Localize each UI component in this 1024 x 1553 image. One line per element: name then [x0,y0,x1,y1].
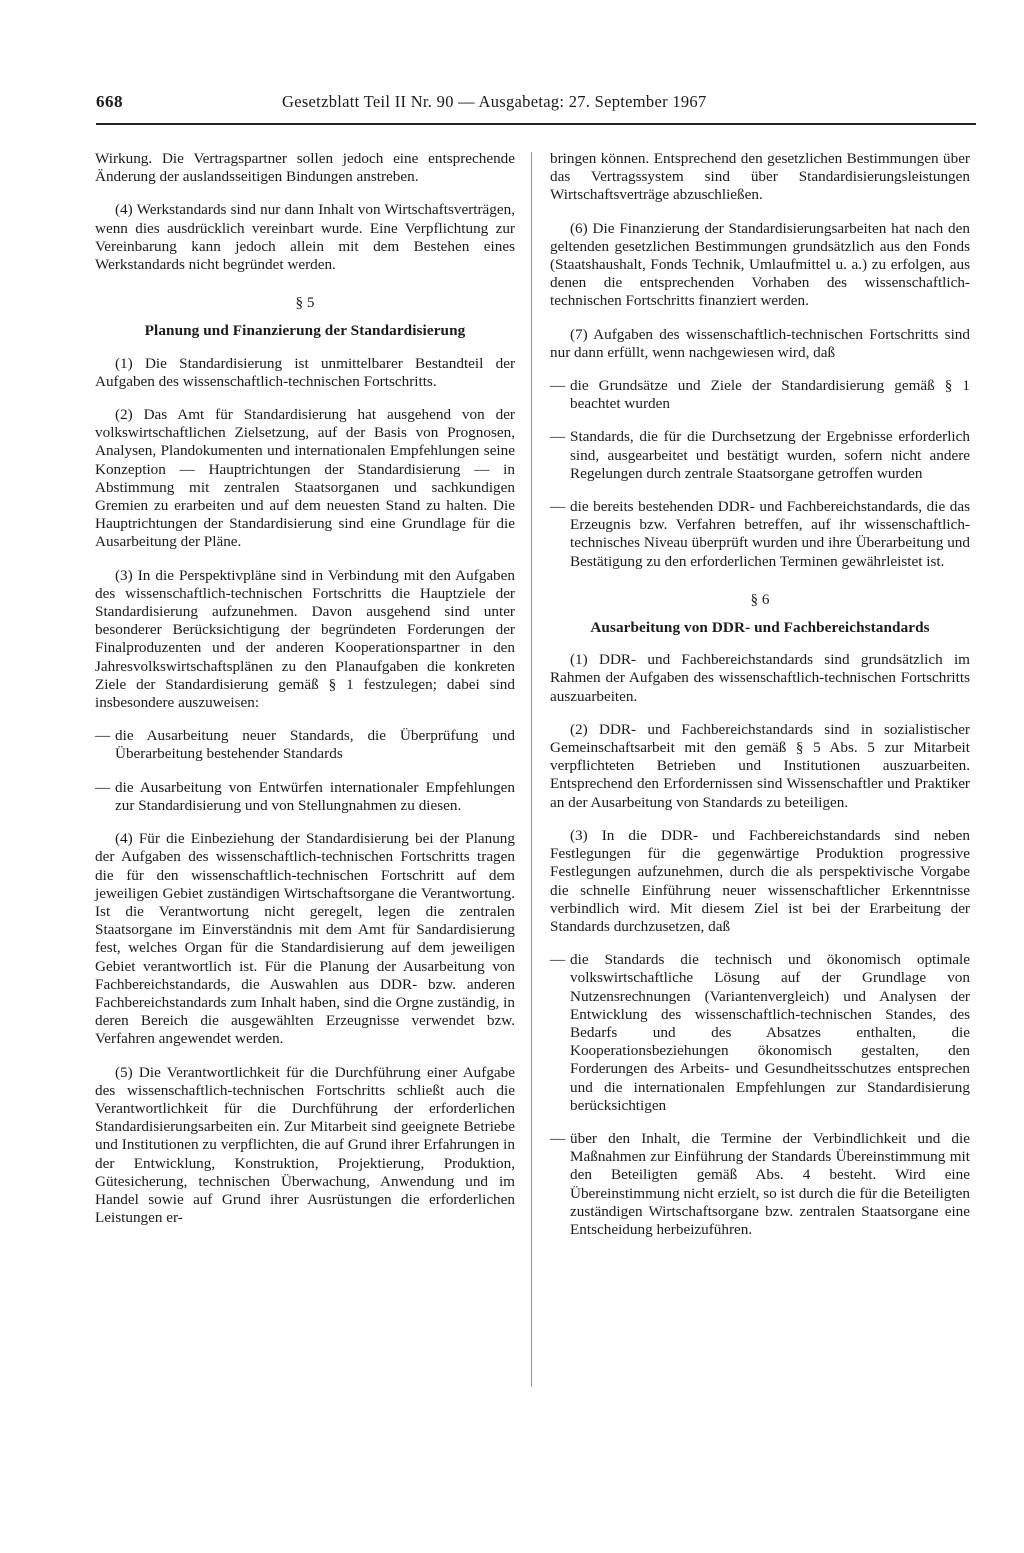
list-item-text: die Ausarbeitung neuer Standards, die Überprüfung und Überarbeitung bestehender Standards [115,727,515,763]
list-item [550,377,970,413]
list-item-text: Standards, die für die Durchsetzung der Ergebnisse erforderlich sind, ausgearbeitet und bestätigt wurden, sofern nicht andere Regelungen durch zentrale Staatsorgane getroffen wurden [570,428,970,482]
list-item [95,727,515,763]
paragraph-5-5: (5) Die Verantwortlichkeit für die Durchführung einer Aufgabe des wissenschaftlich-technischen Fortschritts schließt auch die Verantwortlichkeit für die Durchführung der erforderlichen Standardisierungsarbeiten ein. Zur Mitarbeit sind geeignete Betriebe und Institutionen zu verpflichten, die auf Grund ihrer Erfahrungen in der Entwicklung, Konstruktion, Projektierung, Produktion, Gütesicherung, technischen Überwachung, Anwendung und im Handel sowie auf Grund ihrer Ausrüstungen die erforderlichen Leistungen er- [95,1063,515,1227]
column-divider [531,152,532,1387]
list-item-text: die Ausarbeitung von Entwürfen internationaler Empfehlungen zur Standardisierung und von Stellungnahmen zu diesen. [115,778,515,814]
list-item-text: über den Inhalt, die Termine der Verbindlichkeit und die Maßnahmen zur Einführung der Standards Übereinstimmung mit den Beteiligten gemäß Abs. 4 besteht. Wird eine Übereinstimmung nicht erzielt, so ist durch die für die Beteiligten zuständigen Wirtschaftsorgane bzw. zentralen Staatsorgane eine Entscheidung herbeizuführen. [570,1129,970,1238]
paragraph-6-1: (1) DDR- und Fachbereichstandards sind grundsätzlich im Rahmen der Aufgaben des wissenschaftlich-technischen Fortschritts auszuarbeiten. [550,651,970,705]
section-6-heading: Ausarbeitung von DDR- und Fachbereichstandards [590,619,930,637]
dash-mark: — [550,1129,566,1147]
dash-mark: — [95,727,111,745]
list-item-text: die Standards die technisch und ökonomisch optimale volkswirtschaftliche Lösung auf der Grundlage von Nutzensrechnungen (Variantenvergleich) und Analysen der Entwicklung des wissenschaftlich-technischen Standes, des Bedarfs und des Absatzes enthalten, die Kooperationsbeziehungen ökonomisch gestalten, den Forderungen des Arbeits- und Gesundheitsschutzes entsprechen und die internationalen Empfehlungen zur Standardisierung berücksichtigen [570,951,970,1114]
paragraph-continuation: bringen können. Entsprechend den gesetzlichen Bestimmungen über das Vertragssystem sind über Standardisierungsleistungen Wirtschaftsverträge abzuschließen. [550,150,970,204]
left-column [95,150,515,1242]
list-item [550,498,970,571]
paragraph-5-6: (6) Die Finanzierung der Standardisierungsarbeiten hat nach den geltenden gesetzlichen Bestimmungen grundsätzlich aus den Fonds (Staatshaushalt, Fonds Technik, Umlaufmittel u. a.) zu erfolgen, aus denen die entsprechenden Vorhaben des wissenschaftlich-technischen Fortschritts finanziert werden. [550,219,970,310]
paragraph-5-1: (1) Die Standardisierung ist unmittelbarer Bestandteil der Aufgaben des wissenschaftlich-technischen Fortschritts. [95,354,515,390]
paragraph-4-werkstandards: (4) Werkstandards sind nur dann Inhalt von Wirtschaftsverträgen, wenn dies ausdrücklich vereinbart wurde. Eine Verpflichtung zur Vereinbarung kann jedoch allein mit dem Bestehen eines Werkstandards nicht begründet werden. [95,201,515,274]
section-5-heading: Planung und Finanzierung der Standardisierung [144,322,466,340]
paragraph-6-3: (3) In die DDR- und Fachbereichstandards sind neben Festlegungen für die gegenwärtige Produktion progressive Festlegungen aufzunehmen, durch die als perspektivische Vorgabe die schnelle Einführung neuer wissenschaftlicher Erkenntnisse verbindlich wird. Mit diesem Ziel ist bei der Erarbeitung der Standards durchzusetzen, daß [550,826,970,935]
paragraph-continuation: Wirkung. Die Vertragspartner sollen jedoch eine entsprechende Änderung der auslandsseitigen Bindungen anstreben. [95,150,515,186]
dash-mark: — [550,377,566,395]
right-column [550,150,970,1254]
dash-mark: — [550,951,566,969]
paragraph-5-2: (2) Das Amt für Standardisierung hat ausgehend von der volkswirtschaftlichen Zielsetzung, auf der Basis von Prognosen, Analysen, Plandokumenten und internationalen Empfehlungen seine Konzeption — Hauptrichtungen der Standardisierung — in Abstimmung mit zentralen Staatsorganen und sachkundigen Gremien zu erarbeiten und auf dem neuesten Stand zu halten. Die Hauptrichtungen der Standardisierung sind eine Grundlage für die Ausarbeitung der Pläne. [95,406,515,551]
list-item [550,1130,970,1239]
dash-mark: — [550,498,566,516]
list-item-text: die Grundsätze und Ziele der Standardisierung gemäß § 1 beachtet wurden [570,377,970,413]
header-rule [96,123,976,125]
list-item-text: die bereits bestehenden DDR- und Fachbereichstandards, die das Erzeugnis bzw. Verfahren betreffen, auf ihr wissenschaftlich-technisches Niveau überprüft wurden und ihre Überarbeitung und Bestätigung zu den erforderlichen Terminen gewährleistet ist. [570,498,970,570]
page-header [96,92,976,122]
page-number: 668 [96,92,123,111]
dash-mark: — [550,428,566,446]
list-item [95,779,515,815]
running-title: Gesetzblatt Teil II Nr. 90 — Ausgabetag: 27. September 1967 [282,92,707,111]
list-item [550,428,970,483]
section-5-number: § 5 [295,294,315,312]
paragraph-5-4: (4) Für die Einbeziehung der Standardisierung bei der Planung der Aufgaben des wissenschaftlich-technischen Fortschritts tragen die für den wissenschaftlich-technischen Fortschritt auf dem jeweiligen Gebiet zuständigen Wirtschaftsorgane die Verantwortung. Ist die Verantwortung nicht geregelt, legen die zentralen Staatsorgane im Einverständnis mit dem Amt für Sandardisierung fest, welches Organ für die Standardisierung auf dem jeweiligen Gebiet verantwortlich ist. Für die Planung der Ausarbeitung von Fachbereichstandards, die Auswahlen aus DDR- bzw. anderen Fachbereichstandards zum Inhalt haben, sind die Orgne zuständig, in deren Bereich die ausgewählten Erzeugnisse verwendet bzw. Verfahren angewendet werden. [95,830,515,1048]
list-item [550,951,970,1115]
section-6-number: § 6 [750,590,770,608]
paragraph-5-7: (7) Aufgaben des wissenschaftlich-technischen Fortschritts sind nur dann erfüllt, wenn nachgewiesen wird, daß [550,325,970,361]
paragraph-5-3: (3) In die Perspektivpläne sind in Verbindung mit den Aufgaben des wissenschaftlich-technischen Fortschritts die Hauptziele der Standardisierung aufzunehmen. Davon ausgehend sind unter besonderer Berücksichtigung der begründeten Forderungen der Finalproduzenten und der anderen Kooperationspartner in den Jahresvolkswirtschaftsplänen zu den Planaufgaben die konkreten Ziele der Standardisierung gemäß § 1 festzulegen; dabei sind insbesondere auszuweisen: [95,566,515,712]
dash-mark: — [95,778,111,796]
paragraph-6-2: (2) DDR- und Fachbereichstandards sind in sozialistischer Gemeinschaftsarbeit mit den gemäß § 5 Abs. 5 zur Mitarbeit verpflichteten Betrieben und Institutionen auszuarbeiten. Entsprechend den Erfordernissen sind Wissenschaftler und Praktiker an der Ausarbeitung von Standards zu beteiligen. [550,720,970,811]
